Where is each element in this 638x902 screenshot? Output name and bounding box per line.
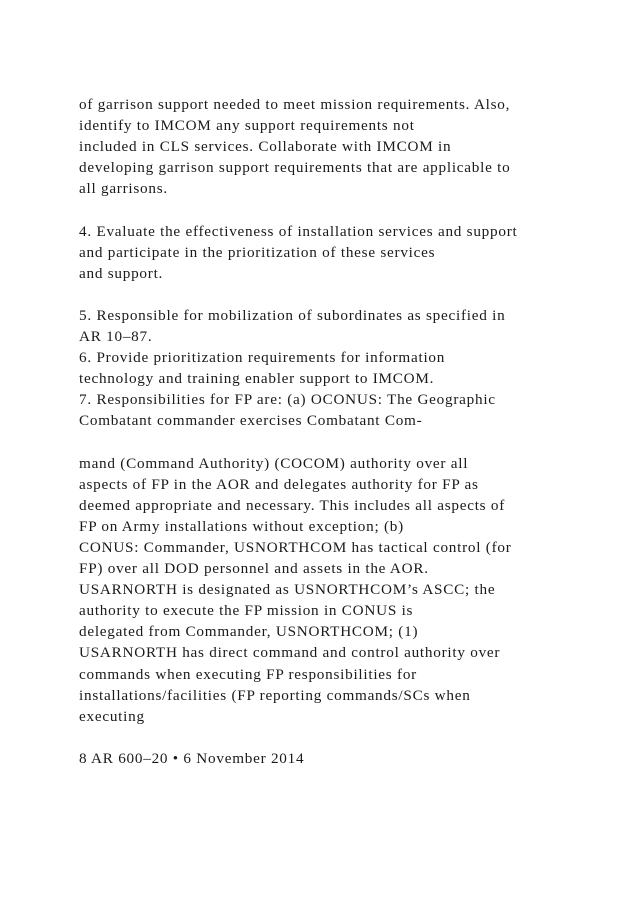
paragraph-gap xyxy=(79,727,619,748)
page-footer: 8 AR 600–20 • 6 November 2014 xyxy=(79,749,305,767)
text-line: 7. Responsibilities for FP are: (a) OCONUS: The Geographic xyxy=(79,391,496,409)
text-line: included in CLS services. Collaborate with IMCOM in xyxy=(79,138,452,156)
paragraph-items-5-7 xyxy=(79,305,619,432)
document-page xyxy=(79,94,619,769)
text-line: and participate in the prioritization of these services xyxy=(79,243,436,261)
paragraph-gap xyxy=(79,199,619,220)
text-line: USARNORTH has direct command and control authority over xyxy=(79,644,501,662)
paragraph-gap xyxy=(79,432,619,453)
paragraph-command-authority xyxy=(79,453,619,727)
paragraph-gap xyxy=(79,284,619,305)
text-line: CONUS: Commander, USNORTHCOM has tactical control (for xyxy=(79,538,512,556)
text-line: technology and training enabler support to IMCOM. xyxy=(79,370,435,388)
text-line: identify to IMCOM any support requirements not xyxy=(79,117,415,135)
text-line: delegated from Commander, USNORTHCOM; (1) xyxy=(79,623,419,641)
text-line: 4. Evaluate the effectiveness of installation services and support xyxy=(79,222,518,240)
text-line: executing xyxy=(79,707,145,725)
text-line: FP) over all DOD personnel and assets in the AOR. xyxy=(79,560,429,578)
paragraph-garrison-support xyxy=(79,94,619,199)
text-line: 6. Provide prioritization requirements for information xyxy=(79,349,446,367)
text-line: authority to execute the FP mission in CONUS is xyxy=(79,602,414,620)
text-line: all garrisons. xyxy=(79,180,168,198)
text-line: USARNORTH is designated as USNORTHCOM’s ASCC; the xyxy=(79,581,496,599)
text-line: Combatant commander exercises Combatant Com- xyxy=(79,412,423,430)
text-line: and support. xyxy=(79,264,164,282)
paragraph-item-4 xyxy=(79,221,619,284)
text-line: FP on Army installations without exception; (b) xyxy=(79,517,404,535)
text-line: developing garrison support requirements that are applicable to xyxy=(79,159,511,177)
text-line: commands when executing FP responsibilities for xyxy=(79,665,417,683)
text-line: of garrison support needed to meet mission requirements. Also, xyxy=(79,96,511,113)
text-line: mand (Command Authority) (COCOM) authority over all xyxy=(79,454,469,472)
text-line: aspects of FP in the AOR and delegates authority for FP as xyxy=(79,475,479,493)
text-line: installations/facilities (FP reporting commands/SCs when xyxy=(79,686,471,704)
text-line: 5. Responsible for mobilization of subordinates as specified in xyxy=(79,306,506,324)
text-line: deemed appropriate and necessary. This includes all aspects of xyxy=(79,496,506,514)
text-line: AR 10–87. xyxy=(79,328,153,346)
